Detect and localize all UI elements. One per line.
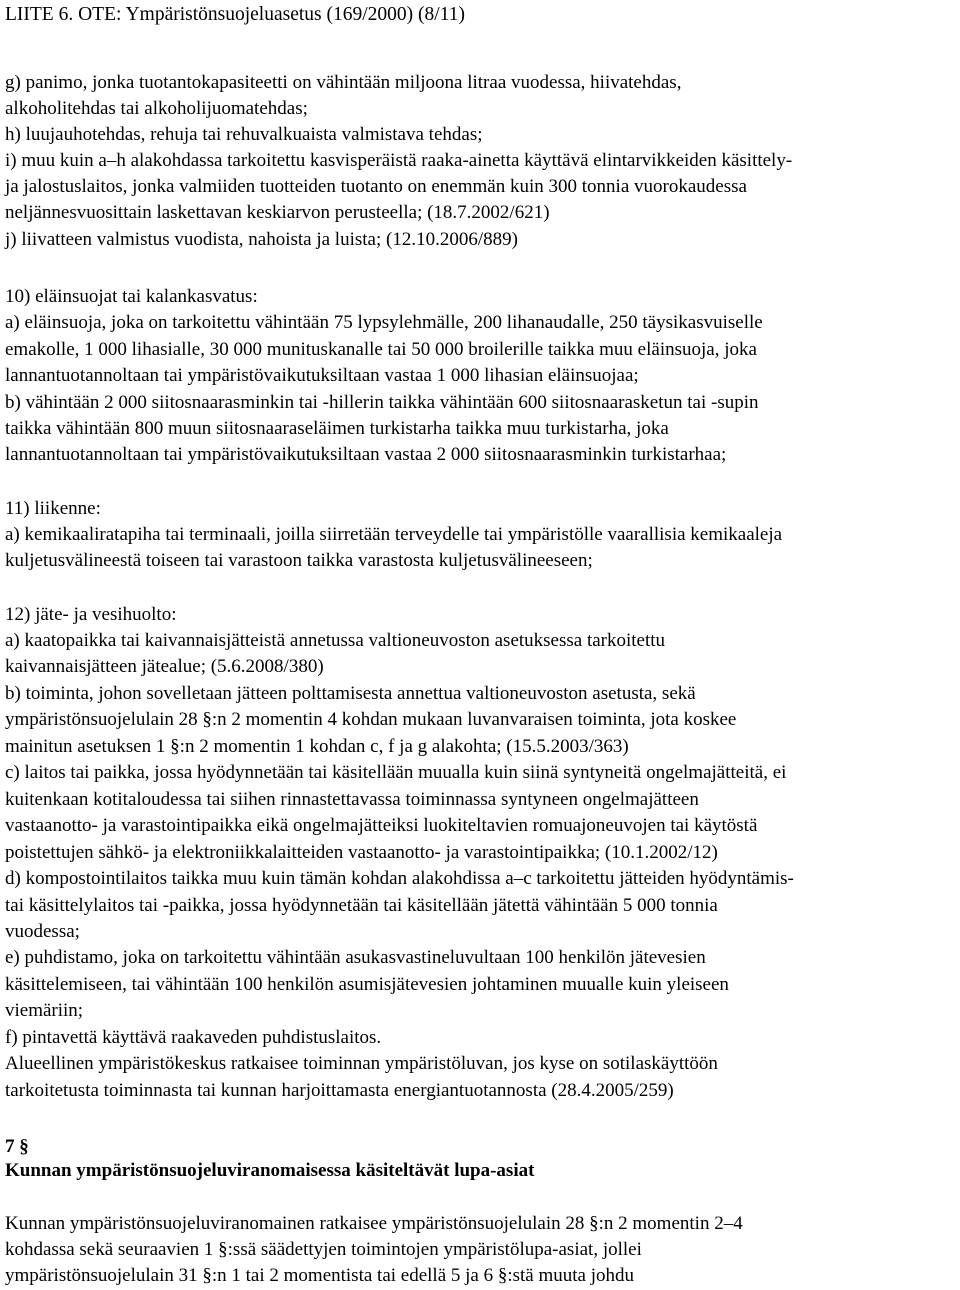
section-heading: 12) jäte- ja vesihuolto:	[5, 604, 177, 625]
text-line: emakolle, 1 000 lihasialle, 30 000 munituskanalle tai 50 000 broilerille taikka muu eläinsuoja, joka	[5, 339, 757, 360]
document-header: LIITE 6. OTE: Ympäristönsuojeluasetus (169/2000) (8/11)	[5, 4, 465, 25]
text-line: Alueellinen ympäristökeskus ratkaisee toiminnan ympäristöluvan, jos kyse on sotilaskäyttöön	[5, 1053, 718, 1074]
text-line: e) puhdistamo, joka on tarkoitettu vähintään asukasvastineluvultaan 100 henkilön jätevesien	[5, 947, 706, 968]
text-line: ja jalostuslaitos, jonka valmiiden tuotteiden tuotanto on enemmän kuin 300 tonnia vuorokaudessa	[5, 176, 747, 197]
section-number: 7 §	[5, 1136, 29, 1157]
text-line: a) kaatopaikka tai kaivannaisjätteistä annetussa valtioneuvoston asetuksessa tarkoitettu	[5, 630, 666, 651]
text-line: ympäristönsuojelulain 28 §:n 2 momentin 4 kohdan mukaan luvanvaraisen toiminta, jota koskee	[5, 709, 737, 730]
text-line: vuodessa;	[5, 921, 80, 942]
text-line: i) muu kuin a–h alakohdassa tarkoitettu kasvisperäistä raaka-ainetta käyttävä elintarvikkeiden käsittely-	[5, 150, 793, 171]
text-line: kuljetusvälineestä toiseen tai varastoon taikka varastosta kuljetusvälineeseen;	[5, 550, 593, 571]
text-line: mainitun asetuksen 1 §:n 2 momentin 1 kohdan c, f ja g alakohta; (15.5.2003/363)	[5, 736, 629, 757]
text-line: käsittelemiseen, tai vähintään 100 henkilön asumisjätevesien johtaminen muualle kuin yleiseen	[5, 974, 729, 995]
text-line: lannantuotannoltaan tai ympäristövaikutuksiltaan vastaa 2 000 siitosnaarasminkin turkistarhaa;	[5, 444, 727, 465]
text-line: c) laitos tai paikka, jossa hyödynnetään tai käsitellään muualla kuin siinä syntyneitä ongelmajätteitä, ei	[5, 762, 787, 783]
text-line: alkoholitehdas tai alkoholijuomatehdas;	[5, 98, 308, 119]
text-line: g) panimo, jonka tuotantokapasiteetti on vähintään miljoona litraa vuodessa, hiivatehdas,	[5, 72, 682, 93]
text-line: d) kompostointilaitos taikka muu kuin tämän kohdan alakohdissa a–c tarkoitettu jätteiden hyödyntämis-	[5, 868, 794, 889]
text-line: kohdassa sekä seuraavien 1 §:ssä säädettyjen toimintojen ympäristölupa-asiat, jollei	[5, 1239, 642, 1260]
text-line: kaivannaisjätteen jätealue; (5.6.2008/380)	[5, 656, 324, 677]
text-line: neljännesvuosittain laskettavan keskiarvon perusteella; (18.7.2002/621)	[5, 202, 550, 223]
text-line: a) eläinsuoja, joka on tarkoitettu vähintään 75 lypsylehmälle, 200 lihanaudalle, 250 täysikasvuiselle	[5, 312, 763, 333]
text-line: j) liivatteen valmistus vuodista, nahoista ja luista; (12.10.2006/889)	[5, 229, 518, 250]
text-line: taikka vähintään 800 muun siitosnaaraseläimen turkistarha taikka muu turkistarha, joka	[5, 418, 669, 439]
text-line: tai käsittelylaitos tai -paikka, jossa hyödynnetään tai käsitellään jätettä vähintään 5 000 tonnia	[5, 895, 718, 916]
text-line: ympäristönsuojelulain 31 §:n 1 tai 2 momentista tai edellä 5 ja 6 §:stä muuta johdu	[5, 1265, 635, 1286]
text-line: a) kemikaaliratapiha tai terminaali, joilla siirretään terveydelle tai ympäristölle vaarallisia kemikaaleja	[5, 524, 783, 545]
text-line: b) vähintään 2 000 siitosnaarasminkin tai -hillerin taikka vähintään 600 siitosnaarasketun tai -supin	[5, 392, 759, 413]
section-heading: 10) eläinsuojat tai kalankasvatus:	[5, 286, 258, 307]
text-line: lannantuotannoltaan tai ympäristövaikutuksiltaan vastaa 1 000 lihasian eläinsuojaa;	[5, 365, 639, 386]
text-line: vastaanotto- ja varastointipaikka eikä ongelmajätteiksi luokiteltavien romuajoneuvojen tai käytöstä	[5, 815, 758, 836]
text-line: f) pintavettä käyttävä raakaveden puhdistuslaitos.	[5, 1027, 382, 1048]
text-line: b) toiminta, johon sovelletaan jätteen polttamisesta annettua valtioneuvoston asetusta, sekä	[5, 683, 696, 704]
text-line: viemäriin;	[5, 1000, 84, 1021]
text-line: h) luujauhotehdas, rehuja tai rehuvalkuaista valmistava tehdas;	[5, 124, 483, 145]
text-line: tarkoitetusta toiminnasta tai kunnan harjoittamasta energiantuotannosta (28.4.2005/259)	[5, 1080, 674, 1101]
text-line: Kunnan ympäristönsuojeluviranomainen ratkaisee ympäristönsuojelulain 28 §:n 2 momentin 2–4	[5, 1213, 743, 1234]
text-line: poistettujen sähkö- ja elektroniikkalaitteiden vastaanotto- ja varastointipaikka; (10.1.2002/12)	[5, 842, 718, 863]
section-heading: 11) liikenne:	[5, 498, 101, 519]
section-title: Kunnan ympäristönsuojeluviranomaisessa käsiteltävät lupa-asiat	[5, 1160, 535, 1181]
text-line: kuitenkaan kotitaloudessa tai siihen rinnastettavassa toiminnassa syntyneen ongelmajätteen	[5, 789, 699, 810]
